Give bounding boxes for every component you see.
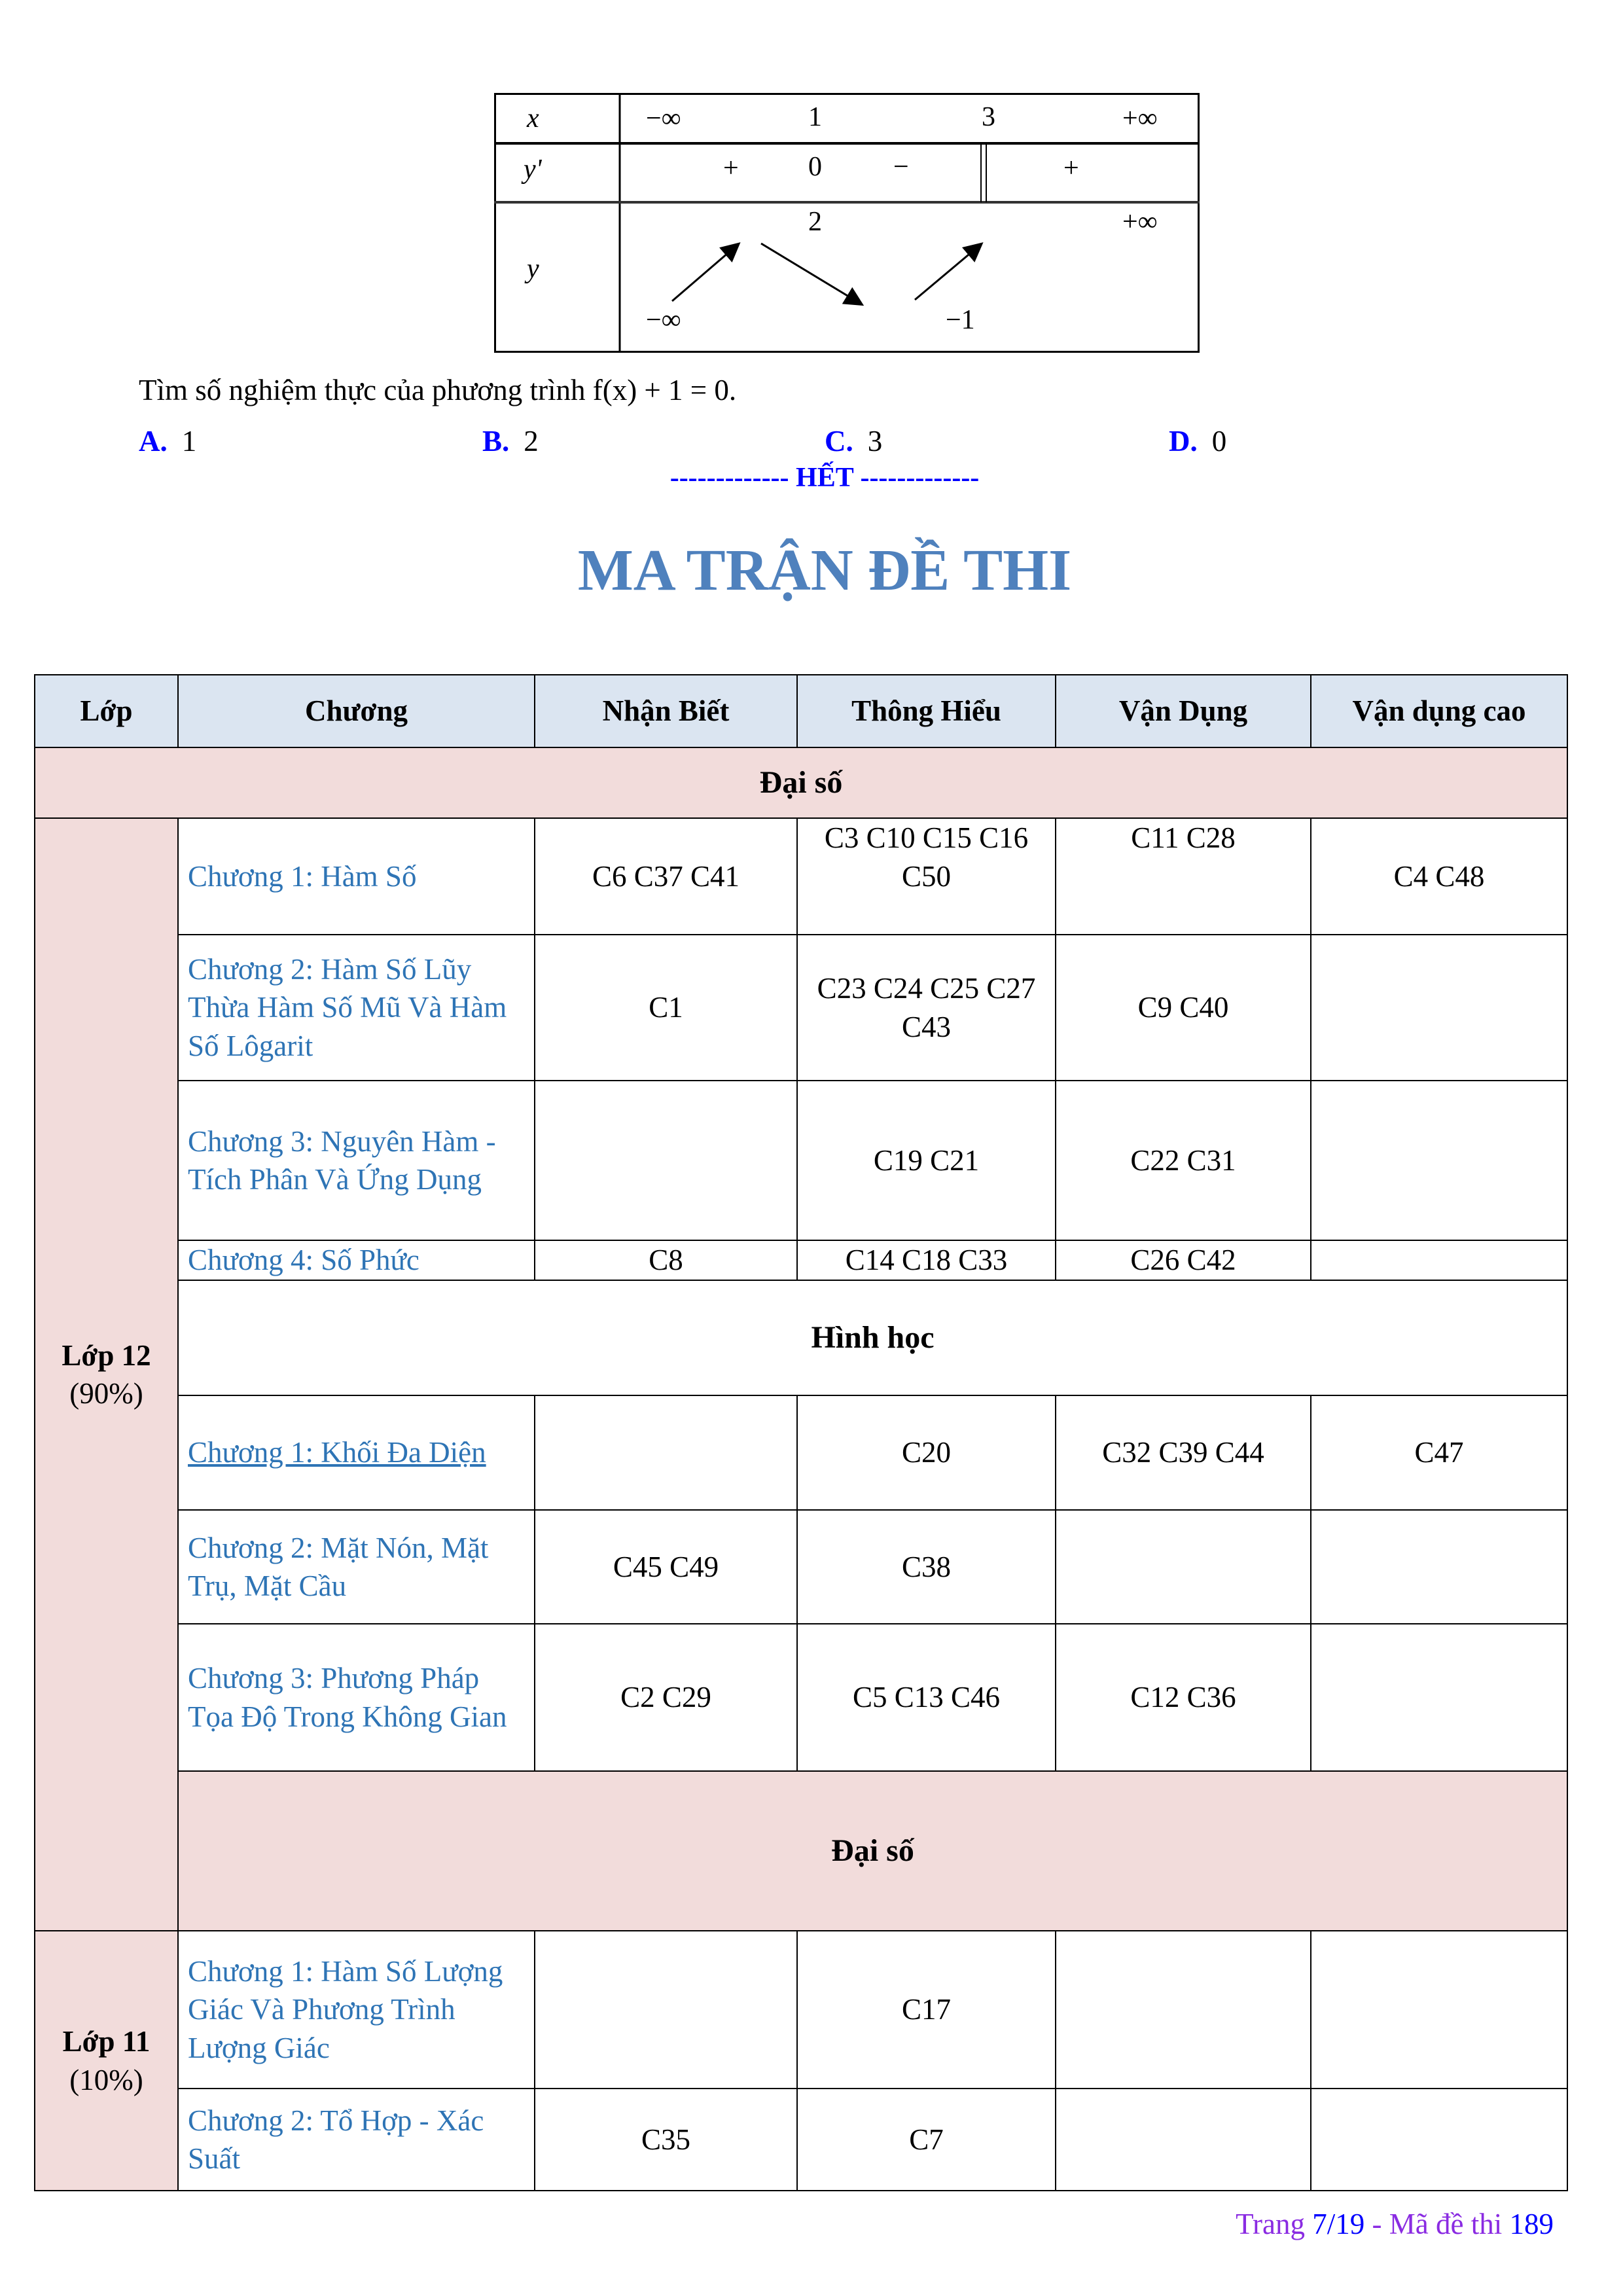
option-a[interactable]: A. 1 xyxy=(139,425,197,457)
section-hinh-hoc: Hình học xyxy=(178,1280,1567,1395)
cell-nhan-biet xyxy=(535,1081,797,1240)
exam-matrix-table xyxy=(34,674,1568,2191)
cell-van-dung-cao xyxy=(1311,1240,1567,1280)
table-row xyxy=(35,935,1567,1081)
table-row xyxy=(35,1510,1567,1624)
sign: 0 xyxy=(808,152,822,182)
table-row xyxy=(35,1240,1567,1280)
cell-van-dung-cao: C47 xyxy=(1311,1395,1567,1510)
cell-van-dung: C12 C36 xyxy=(1056,1624,1311,1771)
increase-arrow xyxy=(672,245,738,301)
label-y: y xyxy=(527,254,539,284)
cell-thong-hieu: C3 C10 C15 C16 C50 xyxy=(797,818,1056,935)
cell-nhan-biet xyxy=(535,1395,797,1510)
end-marker: ------------- HẾT ------------- xyxy=(669,463,980,493)
header-cell: Thông Hiểu xyxy=(797,675,1056,747)
grade-11-cell: Lớp 11 (10%) xyxy=(35,1931,178,2191)
cell-van-dung-cao: C4 C48 xyxy=(1311,818,1567,935)
cell-van-dung xyxy=(1056,1510,1311,1624)
header-cell: Vận dụng cao xyxy=(1311,675,1567,747)
cell-nhan-biet: C2 C29 xyxy=(535,1624,797,1771)
cell-nhan-biet: C35 xyxy=(535,2089,797,2191)
cell-van-dung: C9 C40 xyxy=(1056,935,1311,1081)
chapter-link[interactable]: Chương 2: Mặt Nón, Mặt Trụ, Mặt Cầu xyxy=(178,1510,535,1624)
header-cell: Vận Dụng xyxy=(1056,675,1311,747)
table-row xyxy=(35,1395,1567,1510)
table-row xyxy=(35,818,1567,935)
chapter-link[interactable]: Chương 2: Hàm Số Lũy Thừa Hàm Số Mũ Và Hàm Số Lôgarit xyxy=(178,935,535,1081)
chapter-link[interactable]: Chương 4: Số Phức xyxy=(178,1240,535,1280)
cell-van-dung: C32 C39 C44 xyxy=(1056,1395,1311,1510)
table-row xyxy=(35,1931,1567,2089)
header-cell: Chương xyxy=(178,675,535,747)
cell-van-dung: C11 C28 xyxy=(1056,818,1311,935)
page-footer: Trang 7/19 - Mã đề thi 189 xyxy=(1236,2208,1554,2240)
section-dai-so: Đại số xyxy=(178,1771,1567,1931)
table-row xyxy=(35,2089,1567,2191)
sign: + xyxy=(723,153,739,183)
header-cell: Lớp xyxy=(35,675,178,747)
sign: − xyxy=(893,152,909,182)
y-start: −∞ xyxy=(646,305,681,335)
cell-thong-hieu: C7 xyxy=(797,2089,1056,2191)
question-text: Tìm số nghiệm thực của phương trình f(x) + 1 = 0. xyxy=(139,374,737,406)
y-min: −1 xyxy=(946,305,975,335)
page-title: MA TRẬN ĐỀ THI xyxy=(577,538,1072,603)
header-cell: Nhận Biết xyxy=(535,675,797,747)
cell-van-dung-cao xyxy=(1311,2089,1567,2191)
y-max: 2 xyxy=(808,207,822,237)
cell-nhan-biet: C1 xyxy=(535,935,797,1081)
chapter-link[interactable]: Chương 1: Hàm Số Lượng Giác Và Phương Trình Lượng Giác xyxy=(178,1931,535,2089)
cell-van-dung xyxy=(1056,2089,1311,2191)
chapter-link[interactable]: Chương 1: Hàm Số xyxy=(178,818,535,935)
y-end: +∞ xyxy=(1122,207,1158,237)
variation-table xyxy=(494,93,1200,353)
cell-van-dung xyxy=(1056,1931,1311,2089)
cell-thong-hieu: C5 C13 C46 xyxy=(797,1624,1056,1771)
cell-thong-hieu: C20 xyxy=(797,1395,1056,1510)
increase-arrow xyxy=(915,245,980,300)
cell-van-dung-cao xyxy=(1311,1081,1567,1240)
label-y-prime: y' xyxy=(524,154,542,185)
chapter-link[interactable]: Chương 2: Tổ Hợp - Xác Suất xyxy=(178,2089,535,2191)
cell-thong-hieu: C19 C21 xyxy=(797,1081,1056,1240)
decrease-arrow xyxy=(761,243,861,304)
cell-nhan-biet: C8 xyxy=(535,1240,797,1280)
chapter-link[interactable]: Chương 3: Phương Pháp Tọa Độ Trong Không Gian xyxy=(178,1624,535,1771)
option-c[interactable]: C. 3 xyxy=(825,425,883,457)
cell-van-dung-cao xyxy=(1311,1510,1567,1624)
grade-12-cell: Lớp 12 (90%) xyxy=(35,818,178,1931)
chapter-link[interactable]: Chương 3: Nguyên Hàm - Tích Phân Và Ứng Dụng xyxy=(178,1081,535,1240)
section-dai-so: Đại số xyxy=(35,747,1567,818)
cell-nhan-biet: C6 C37 C41 xyxy=(535,818,797,935)
x-value: +∞ xyxy=(1122,103,1158,134)
cell-thong-hieu: C14 C18 C33 xyxy=(797,1240,1056,1280)
cell-van-dung: C22 C31 xyxy=(1056,1081,1311,1240)
cell-van-dung: C26 C42 xyxy=(1056,1240,1311,1280)
cell-thong-hieu: C38 xyxy=(797,1510,1056,1624)
x-value: −∞ xyxy=(646,103,681,134)
cell-van-dung-cao xyxy=(1311,1931,1567,2089)
cell-van-dung-cao xyxy=(1311,1624,1567,1771)
cell-nhan-biet xyxy=(535,1931,797,2089)
sign: + xyxy=(1063,153,1079,183)
cell-thong-hieu: C17 xyxy=(797,1931,1056,2089)
label-x: x xyxy=(527,103,539,134)
option-b[interactable]: B. 2 xyxy=(482,425,539,457)
table-row xyxy=(35,1624,1567,1771)
cell-nhan-biet: C45 C49 xyxy=(535,1510,797,1624)
table-row xyxy=(35,1081,1567,1240)
header-row xyxy=(35,675,1567,747)
option-d[interactable]: D. 0 xyxy=(1169,425,1227,457)
x-value: 1 xyxy=(808,102,822,132)
chapter-link[interactable]: Chương 1: Khối Đa Diện xyxy=(178,1395,535,1510)
cell-van-dung-cao xyxy=(1311,935,1567,1081)
x-value: 3 xyxy=(982,102,995,132)
cell-thong-hieu: C23 C24 C25 C27 C43 xyxy=(797,935,1056,1081)
